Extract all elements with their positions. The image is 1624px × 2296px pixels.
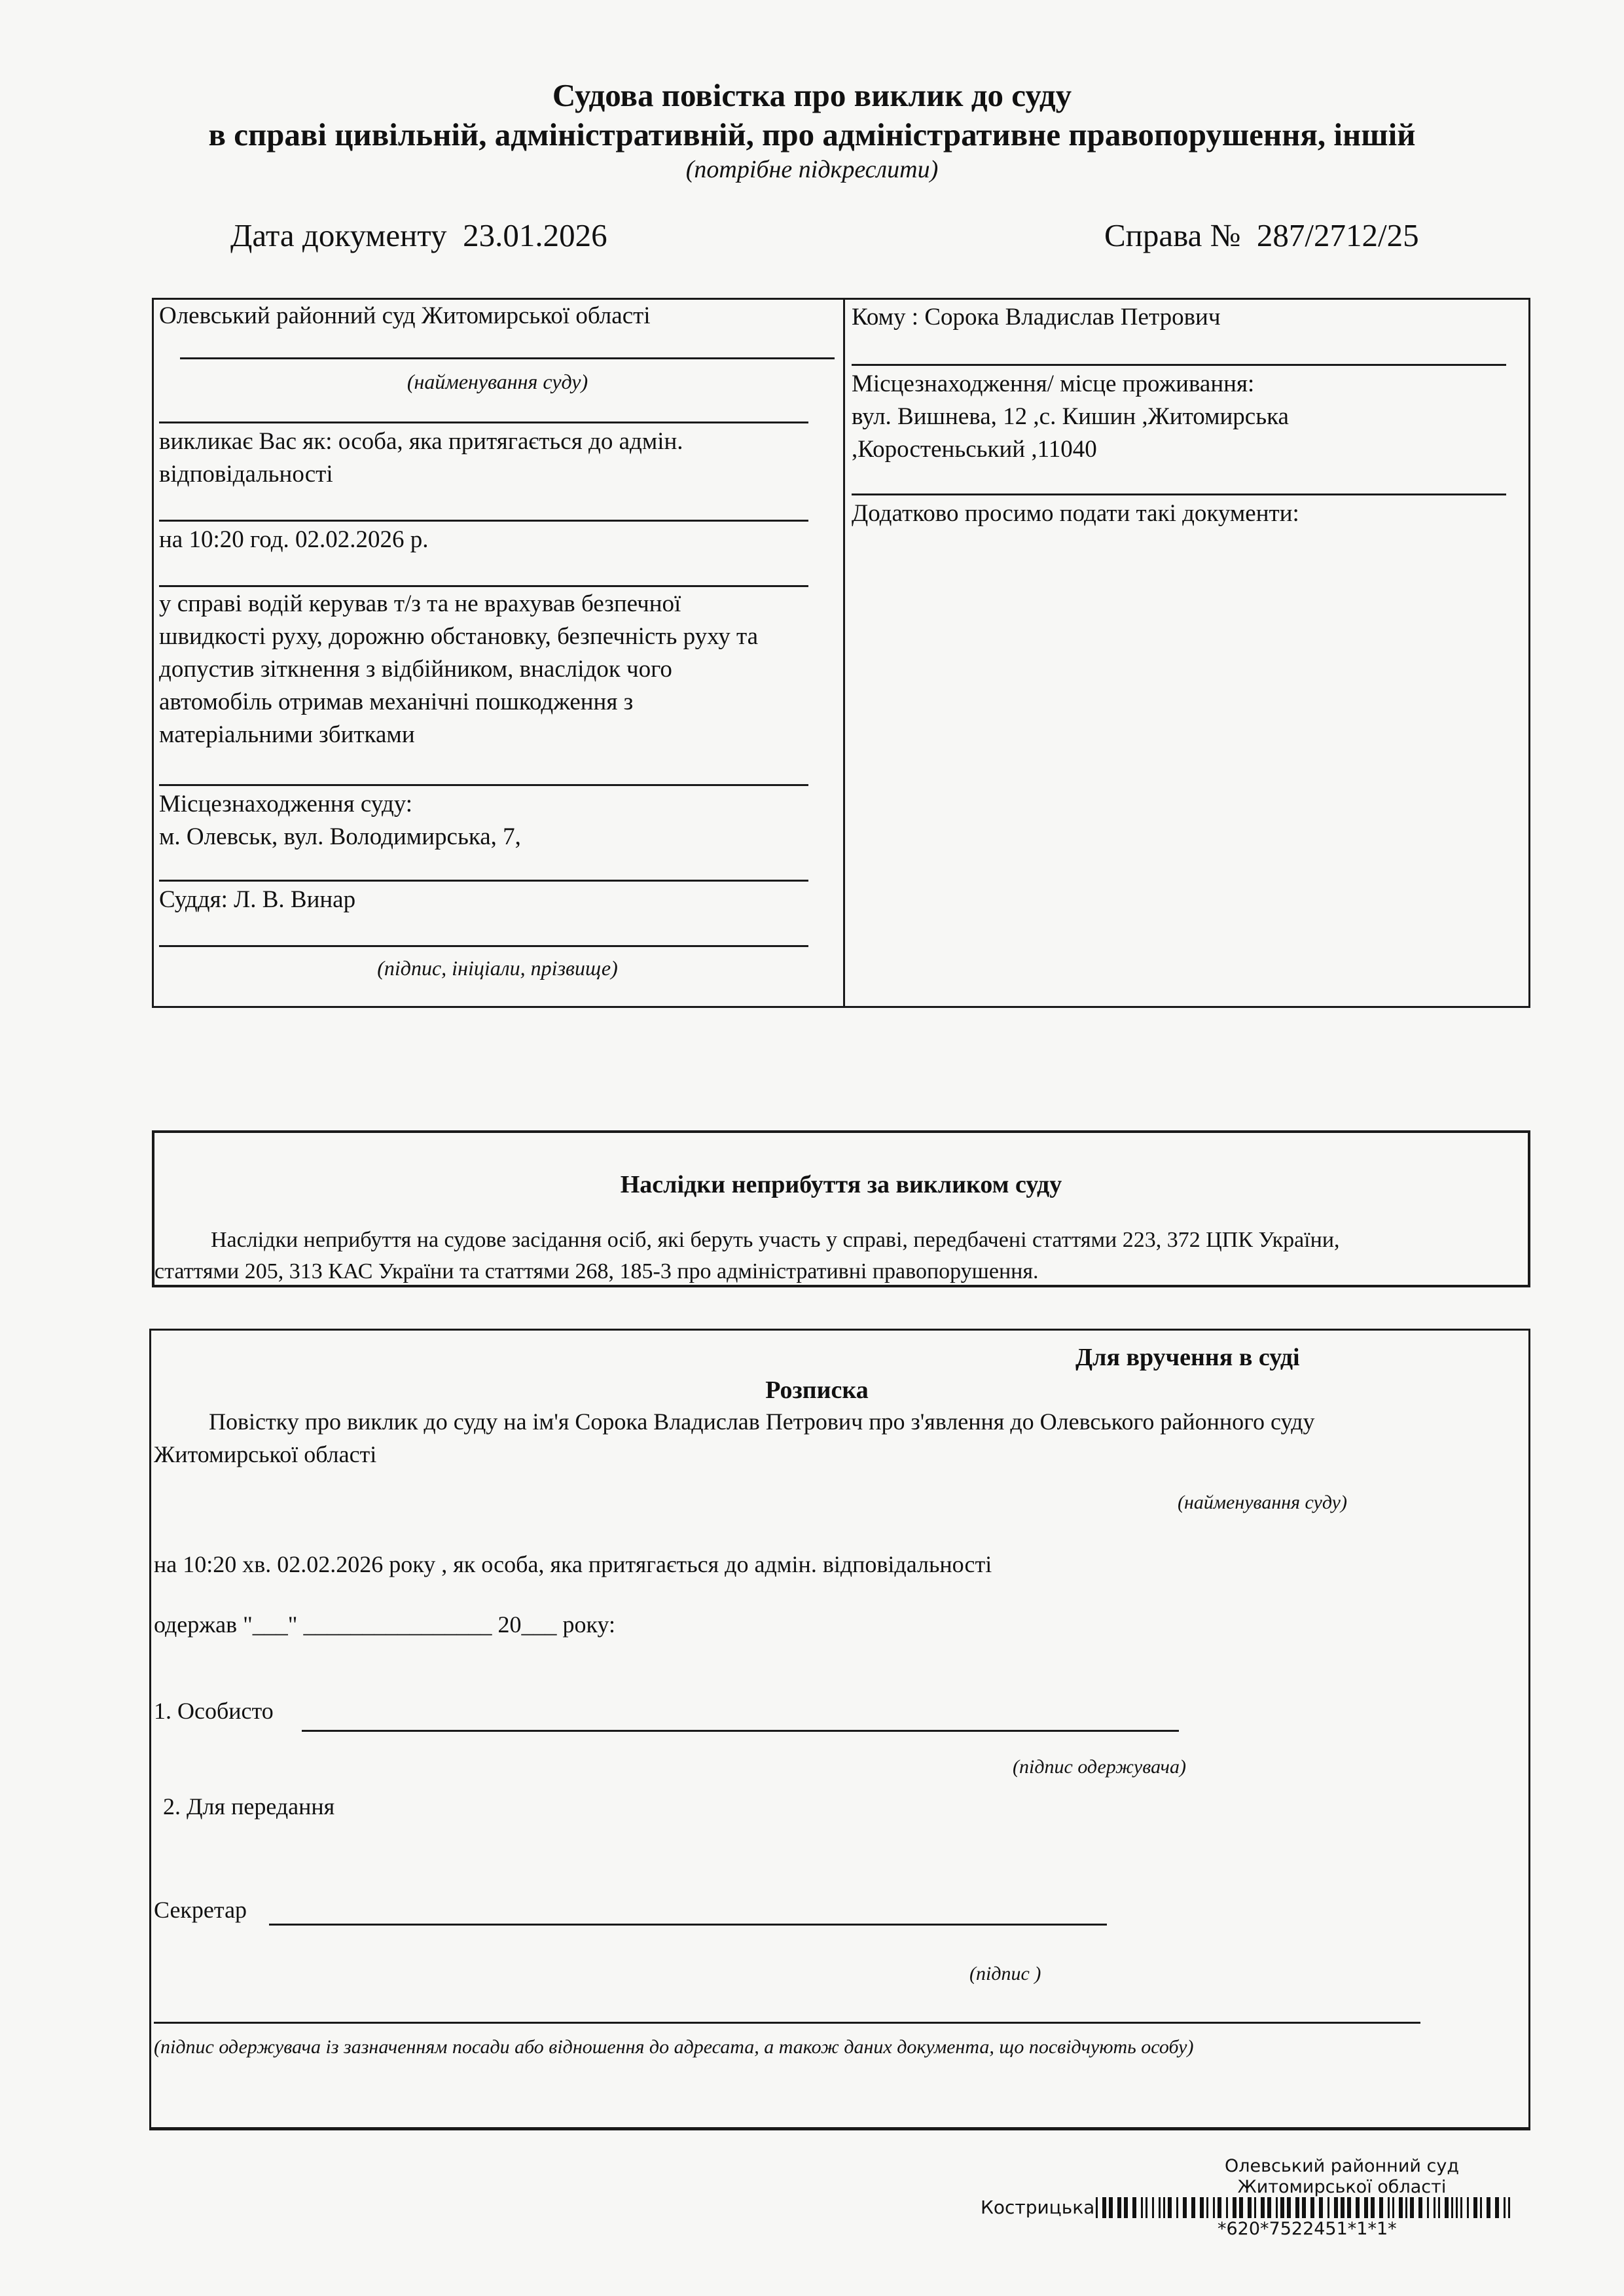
barcode-bar xyxy=(1456,2197,1458,2218)
court-location: м. Олевськ, вул. Володимирська, 7, xyxy=(159,823,521,850)
receipt-box xyxy=(149,1329,1530,2130)
case-number-label: Справа № xyxy=(1104,217,1241,253)
barcode-bar xyxy=(1261,2197,1265,2218)
barcode xyxy=(1096,2197,1515,2218)
barcode-bar xyxy=(1392,2197,1394,2218)
barcode-bar xyxy=(1163,2197,1165,2218)
document-title: Судова повістка про виклик до суду xyxy=(552,77,1072,113)
barcode-bar xyxy=(1168,2197,1172,2218)
barcode-bar xyxy=(1159,2197,1161,2218)
barcode-bar xyxy=(1356,2197,1360,2218)
barcode-bar xyxy=(1319,2197,1323,2218)
barcode-bar xyxy=(1480,2197,1482,2218)
barcode-bar xyxy=(1405,2197,1407,2218)
address-label: Місцезнаходження/ місце проживання: xyxy=(852,370,1255,397)
summons-as-line1: викликає Вас як: особа, яка притягається до адмін. xyxy=(159,428,683,455)
barcode-bar xyxy=(1276,2197,1278,2218)
address-line2: ,Коростеньський ,11040 xyxy=(852,436,1097,463)
barcode-bar xyxy=(1152,2197,1154,2218)
signature-caption: (підпис, ініціали, прізвище) xyxy=(377,956,618,980)
recipient-signature-caption: (підпис одержувача) xyxy=(1013,1756,1186,1778)
barcode-bar xyxy=(1364,2197,1368,2218)
barcode-number: *620*7522451*1*1* xyxy=(1218,2219,1397,2239)
barcode-bar xyxy=(1254,2197,1256,2218)
footer-org-line2: Житомирської області xyxy=(1237,2177,1447,2197)
clerk-name: Кострицька xyxy=(981,2197,1095,2218)
divider-line xyxy=(852,364,1506,366)
barcode-bar xyxy=(1280,2197,1284,2218)
document-date xyxy=(230,216,607,255)
divider-line xyxy=(852,493,1506,495)
court-name-caption: (найменування суду) xyxy=(1178,1492,1347,1513)
case-description-line: у справі водій керував т/з та не врахував безпечної xyxy=(159,590,681,617)
barcode-bar xyxy=(1096,2197,1098,2218)
barcode-bar xyxy=(1226,2197,1228,2218)
secretary-signature-line[interactable] xyxy=(269,1924,1107,1926)
delivery-note: Для вручення в суді xyxy=(1075,1344,1300,1371)
case-description-line: матеріальними збитками xyxy=(159,721,415,748)
recipient-name: Кому : Сорока Владислав Петрович xyxy=(852,304,1221,331)
barcode-bar xyxy=(1141,2197,1143,2218)
barcode-bar xyxy=(1473,2197,1477,2218)
barcode-bar xyxy=(1451,2197,1453,2218)
barcode-bar xyxy=(1191,2197,1195,2218)
title-note: (потрібне підкреслити) xyxy=(685,156,939,183)
barcode-bar xyxy=(1310,2197,1314,2218)
received-line: одержав "___" ________________ 20___ року: xyxy=(154,1611,616,1638)
barcode-bar xyxy=(1213,2197,1215,2218)
barcode-bar xyxy=(1347,2197,1351,2218)
divider-line xyxy=(159,520,808,522)
court-name: Олевський районний суд Житомирської області xyxy=(159,302,651,329)
summons-box xyxy=(152,298,1530,1008)
document-date-value: 23.01.2026 xyxy=(463,217,607,253)
barcode-bar xyxy=(1267,2197,1271,2218)
barcode-bar xyxy=(1438,2197,1440,2218)
secretary-label: Секретар xyxy=(154,1897,247,1923)
signature-line xyxy=(159,945,808,947)
personally-signature-line[interactable] xyxy=(302,1730,1179,1732)
consequences-text-line2: статтями 205, 313 КАС України та статтями 268, 185-3 про адміністративні правопорушення. xyxy=(154,1259,1039,1283)
court-location-label: Місцезнаходження суду: xyxy=(159,791,413,817)
barcode-bar xyxy=(1206,2197,1208,2218)
recipient-details-caption: (підпис одержувача із зазначенням посади або відношення до адресата, а також даних документа, що посвідчують особу) xyxy=(154,2036,1194,2058)
barcode-bar xyxy=(1218,2197,1221,2218)
barcode-bar xyxy=(1117,2197,1121,2218)
recipient-details-line[interactable] xyxy=(154,2022,1420,2024)
barcode-bar xyxy=(1102,2197,1106,2218)
barcode-bar xyxy=(1504,2197,1506,2218)
barcode-bar xyxy=(1445,2197,1449,2218)
case-number-value: 287/2712/25 xyxy=(1256,217,1419,253)
barcode-bar xyxy=(1460,2197,1462,2218)
consequences-title: Наслідки неприбуття за викликом суду xyxy=(620,1171,1062,1198)
receipt-text-line2: Житомирської області xyxy=(154,1441,377,1467)
column-divider xyxy=(843,300,845,1006)
barcode-bar xyxy=(1341,2197,1344,2218)
court-name-line xyxy=(180,357,835,359)
barcode-bar xyxy=(1132,2197,1136,2218)
hearing-line: на 10:20 хв. 02.02.2026 року , як особа, яка притягається до адмін. відповідальності xyxy=(154,1551,992,1577)
divider-line xyxy=(159,585,808,587)
summons-as-line2: відповідальності xyxy=(159,461,333,488)
barcode-bar xyxy=(1302,2197,1306,2218)
barcode-bar xyxy=(1295,2197,1299,2218)
barcode-bar xyxy=(1487,2197,1490,2218)
barcode-bar xyxy=(1371,2197,1375,2218)
barcode-bar xyxy=(1334,2197,1338,2218)
additional-docs-label: Додатково просимо подати такі документи: xyxy=(852,500,1299,527)
personally-label: 1. Особисто xyxy=(154,1698,274,1724)
barcode-bar xyxy=(1200,2197,1204,2218)
barcode-bar xyxy=(1287,2197,1291,2218)
address-line1: вул. Вишнева, 12 ,с. Кишин ,Житомирська xyxy=(852,403,1289,430)
barcode-bar xyxy=(1418,2197,1422,2218)
barcode-bar xyxy=(1146,2197,1147,2218)
barcode-bar xyxy=(1427,2197,1429,2218)
consequences-box xyxy=(152,1130,1530,1287)
barcode-bar xyxy=(1124,2197,1128,2218)
document-date-label: Дата документу xyxy=(230,217,447,253)
divider-line xyxy=(159,784,808,786)
divider-line xyxy=(159,880,808,882)
consequences-text-line1: Наслідки неприбуття на судове засідання осіб, які беруть участь у справі, передбачені статтями 223, 372 ЦПК України, xyxy=(211,1228,1340,1252)
barcode-bar xyxy=(1379,2197,1383,2218)
judge-name: Суддя: Л. В. Винар xyxy=(159,886,356,913)
barcode-bar xyxy=(1495,2197,1499,2218)
case-description-line: допустив зіткнення з відбійником, внаслідок чого xyxy=(159,656,672,683)
divider-line xyxy=(159,422,808,423)
court-name-caption: (найменування суду) xyxy=(406,370,588,393)
barcode-bar xyxy=(1183,2197,1187,2218)
barcode-bar xyxy=(1434,2197,1435,2218)
barcode-bar xyxy=(1109,2197,1113,2218)
receipt-text-line1: Повістку про виклик до суду на ім'я Сорока Владислав Петрович про з'явлення до Олевського районного суду xyxy=(209,1408,1315,1435)
footer-org-line1: Олевський районний суд xyxy=(1224,2156,1459,2176)
barcode-bar xyxy=(1233,2197,1236,2218)
document-subtitle: в справі цивільній, адміністративній, про адміністративне правопорушення, іншій xyxy=(208,117,1416,152)
secretary-signature-caption: (підпис ) xyxy=(969,1963,1041,1984)
barcode-bar xyxy=(1508,2197,1510,2218)
barcode-bar xyxy=(1388,2197,1390,2218)
for-transfer-label: 2. Для передання xyxy=(163,1793,335,1820)
barcode-row xyxy=(981,2197,1515,2218)
case-description-line: автомобіль отримав механічні пошкодження з xyxy=(159,689,634,715)
receipt-title: Розписка xyxy=(765,1376,869,1404)
barcode-bar xyxy=(1399,2197,1403,2218)
barcode-bar xyxy=(1248,2197,1252,2218)
case-number xyxy=(1104,216,1419,255)
barcode-bar xyxy=(1327,2197,1329,2218)
barcode-bar xyxy=(1176,2197,1178,2218)
barcode-bar xyxy=(1410,2197,1414,2218)
barcode-bar xyxy=(1467,2197,1469,2218)
hearing-time: на 10:20 год. 02.02.2026 р. xyxy=(159,526,429,553)
barcode-bar xyxy=(1239,2197,1243,2218)
case-description-line: швидкості руху, дорожню обстановку, безпечність руху та xyxy=(159,623,759,650)
